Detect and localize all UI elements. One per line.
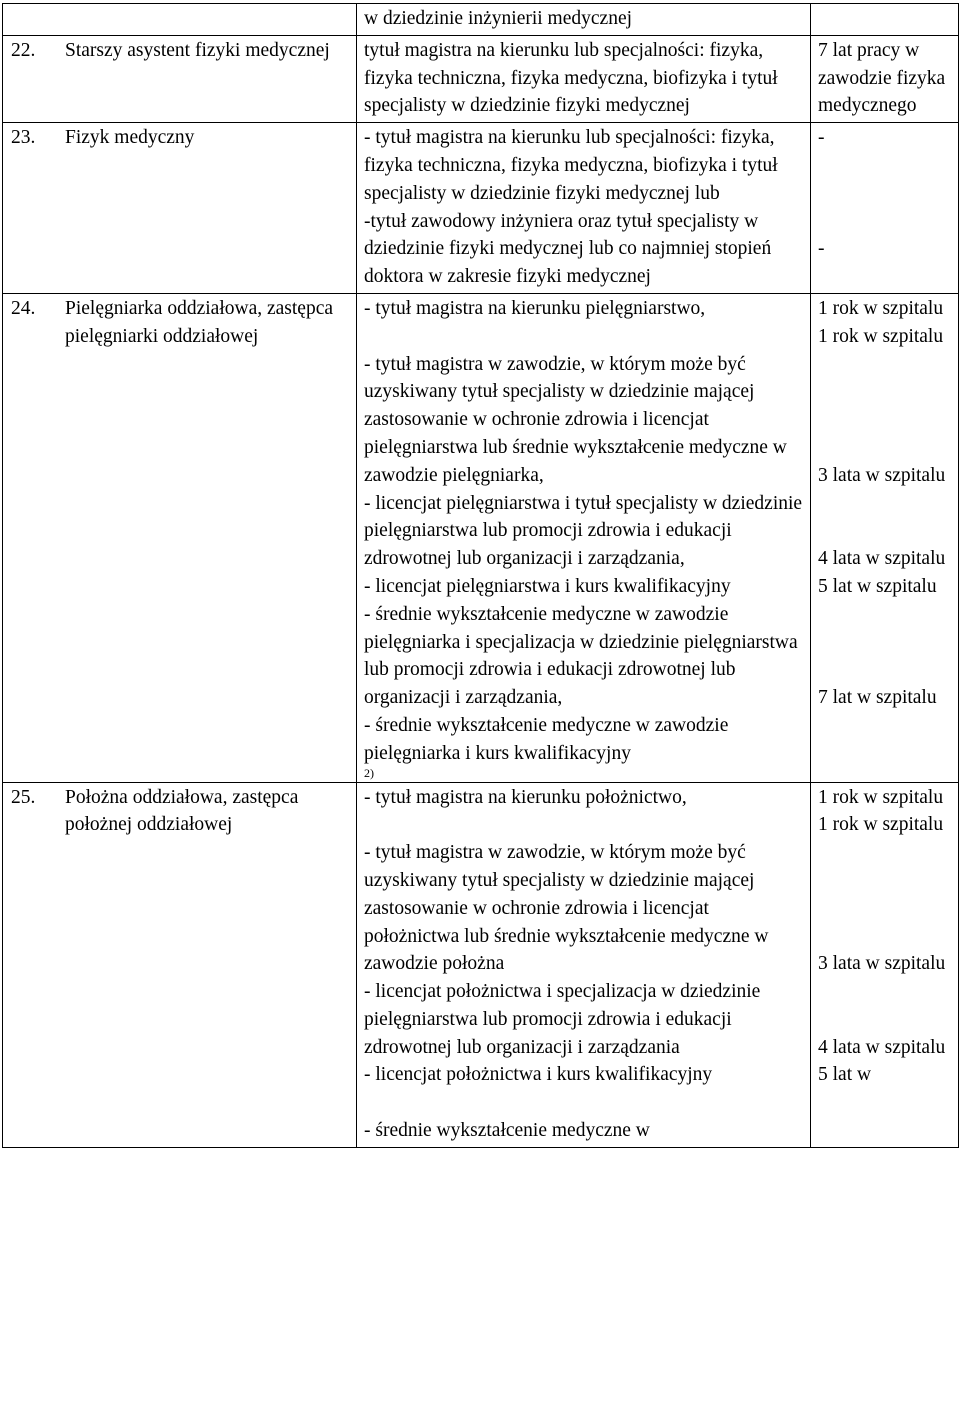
requirement-item: - średnie wykształcenie medyczne w zawodzie pielęgniarka i kurs kwalifikacyjny bbox=[364, 714, 729, 764]
requirements-cell bbox=[357, 293, 811, 782]
experience-item: - bbox=[818, 127, 825, 149]
experience-item: 7 lat pracy w zawodzie fizyka medycznego bbox=[818, 39, 946, 117]
requirement-item: - średnie wykształcenie medyczne w zawodzie pielęgniarka i specjalizacja w dziedzinie pielęgniarstwa lub promocji zdrowia i edukacji zdrowotnej lub organizacji i zarządzania, bbox=[364, 603, 798, 709]
requirement-item: w dziedzinie inżynierii medycznej bbox=[364, 8, 633, 29]
post-cell bbox=[3, 4, 357, 36]
experience-item: 5 lat w szpitalu bbox=[818, 575, 937, 597]
row-number: 25. bbox=[11, 786, 36, 808]
table-row bbox=[3, 782, 959, 1147]
experience-cell bbox=[811, 782, 959, 1147]
experience-item: 3 lata w szpitalu bbox=[818, 953, 946, 975]
requirement-item: - licencjat położnictwa i specjalizacja w dziedzinie pielęgniarstwa lub promocji zdrowia i edukacji zdrowotnej lub organizacji i zarządzania bbox=[364, 981, 761, 1058]
requirements-cell bbox=[357, 35, 811, 122]
requirements-cell bbox=[357, 4, 811, 36]
experience-item: 1 rok w szpitalu bbox=[818, 297, 944, 319]
requirements-cell bbox=[357, 123, 811, 294]
requirement-item: - licencjat położnictwa i kurs kwalifikacyjny bbox=[364, 1064, 713, 1086]
experience-item: 4 lata w szpitalu bbox=[818, 548, 946, 570]
requirement-item: - tytuł magistra w zawodzie, w którym może być uzyskiwany tytuł specjalisty w dziedzinie mającej zastosowanie w ochronie zdrowia i licencjat położnictwa lub średnie wykształcenie medyczne w zawodzie położna bbox=[364, 842, 769, 975]
requirement-item: - tytuł magistra na kierunku lub specjalności: fizyka, fizyka techniczna, fizyka medyczna, biofizyka i tytuł specjalisty w dziedzinie fizyki medycznej lub bbox=[364, 127, 778, 204]
qualifications-table bbox=[2, 3, 959, 1148]
experience-item: 3 lata w szpitalu bbox=[818, 464, 946, 486]
requirement-item: - tytuł magistra na kierunku pielęgniarstwo, bbox=[364, 297, 706, 319]
post-cell bbox=[3, 35, 357, 122]
post-cell bbox=[3, 782, 357, 1147]
post-name: Fizyk medyczny bbox=[65, 127, 195, 149]
post-name: Starszy asystent fizyki medycznej bbox=[65, 39, 330, 61]
requirement-item: - tytuł magistra w zawodzie, w którym może być uzyskiwany tytuł specjalisty w dziedzinie mającej zastosowanie w ochronie zdrowia i licencjat pielęgniarstwa lub średnie wykształcenie medyczne w zawodzie pielęgniarka, bbox=[364, 353, 787, 486]
experience-item: 1 rok w szpitalu bbox=[818, 814, 944, 836]
experience-cell bbox=[811, 293, 959, 782]
experience-item: - bbox=[818, 238, 825, 260]
experience-item: 4 lata w szpitalu bbox=[818, 1036, 946, 1058]
row-number: 24. bbox=[11, 297, 36, 319]
experience-item: 7 lat w szpitalu bbox=[818, 687, 937, 709]
table-row bbox=[3, 4, 959, 36]
requirement-item: tytuł magistra na kierunku lub specjalności: fizyka, fizyka techniczna, fizyka medyczna, biofizyka i tytuł specjalisty w dziedzinie fizyki medycznej bbox=[364, 39, 778, 117]
post-name: Pielęgniarka oddziałowa, zastępca pielęgniarki oddziałowej bbox=[65, 297, 334, 347]
requirement-item: -tytuł zawodowy inżyniera oraz tytuł specjalisty w dziedzinie fizyki medycznej lub co najmniej stopień doktora w zakresie fizyki medycznej bbox=[364, 210, 772, 288]
post-name: Położna oddziałowa, zastępca położnej oddziałowej bbox=[65, 786, 299, 836]
requirements-cell bbox=[357, 782, 811, 1147]
footnote-marker: 2) bbox=[364, 765, 374, 780]
requirement-item: - średnie wykształcenie medyczne w bbox=[364, 1120, 650, 1142]
experience-item: 5 lat w bbox=[818, 1064, 872, 1086]
experience-cell bbox=[811, 35, 959, 122]
table-row bbox=[3, 123, 959, 294]
table-row bbox=[3, 293, 959, 782]
post-cell bbox=[3, 293, 357, 782]
experience-cell bbox=[811, 4, 959, 36]
experience-item: 1 rok w szpitalu bbox=[818, 786, 944, 808]
row-number: 23. bbox=[11, 127, 36, 149]
requirement-item: - licencjat pielęgniarstwa i kurs kwalifikacyjny bbox=[364, 575, 731, 597]
experience-item: 1 rok w szpitalu bbox=[818, 325, 944, 347]
requirement-item: - tytuł magistra na kierunku położnictwo, bbox=[364, 786, 687, 808]
post-cell bbox=[3, 123, 357, 294]
requirement-item: - licencjat pielęgniarstwa i tytuł specjalisty w dziedzinie pielęgniarstwa lub promocji zdrowia i edukacji zdrowotnej lub organizacji i zarządzania, bbox=[364, 492, 803, 570]
experience-cell bbox=[811, 123, 959, 294]
row-number: 22. bbox=[11, 39, 36, 61]
table-row bbox=[3, 35, 959, 122]
